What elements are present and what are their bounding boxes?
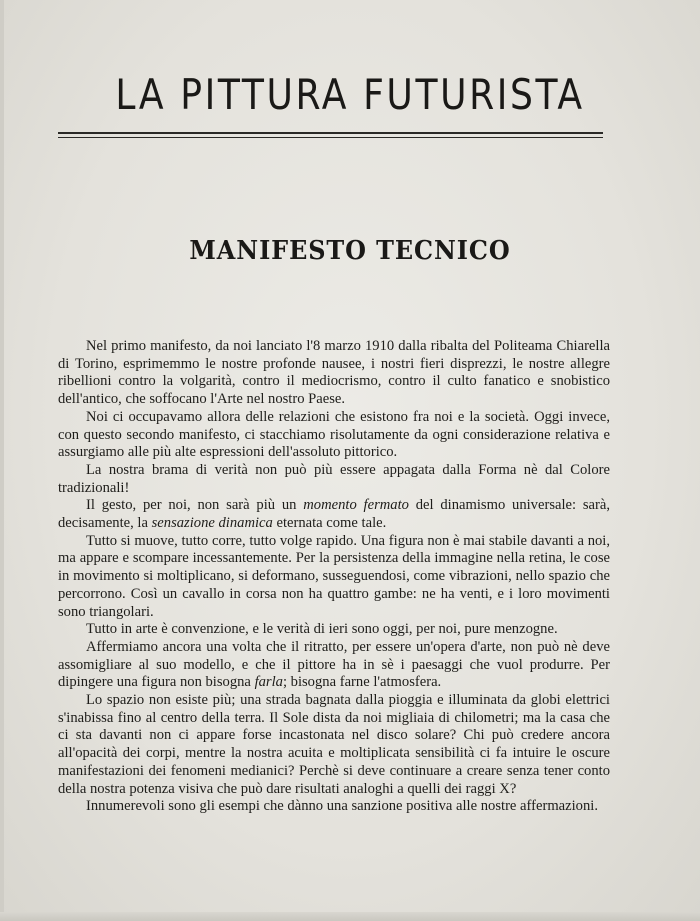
paragraph: Nel primo manifesto, da noi lanciato l'8 marzo 1910 dalla ribalta del Politeama Chiarella di Torino, esprimemmo le nostre profonde nausee, i nostri fieri disprezzi, le nostre allegre ribellioni contro la volgarità, contro il mediocrismo, contro il culto fanatico e snobistico dell'antico, che soffocano l'Arte nel nostro Paese. [58,338,610,408]
paragraph [58,497,610,532]
title-rule-thick [58,132,603,134]
paragraph: Lo spazio non esiste più; una strada bagnata dalla pioggia e illuminata da globi elettrici s'inabissa fino al centro della terra. Il Sole dista da noi migliaia di chilometri; ma la casa che ci sta davanti non ci appare forse incastonata nel disco solare? Chi può credere ancora all'opacità dei corpi, mentre la nostra acuita e moltiplicata sensibilità ci fa intuire le oscure manifestazioni dei fenomeni medianici? Perchè si deve continuare a creare senza tener conto della nostra potenza visiva che può dare risultati analoghi a quelli dei raggi X? [58,692,610,797]
paragraph: Tutto si muove, tutto corre, tutto volge rapido. Una figura non è mai stabile davanti a noi, ma appare e scompare incessantemente. Per la persistenza della immagine nella retina, le cose in movimento si moltiplicano, si deformano, susseguendosi, come vibrazioni, nello spazio che percorrono. Così un cavallo in corsa non ha quattro gambe: ne ha venti, e i loro movimenti sono triangolari. [58,532,610,620]
text-run: ; bisogna farne l'atmosfera. [282,674,442,691]
paper-edge [0,0,4,921]
paragraph: Innumerevoli sono gli esempi che dànno una sanzione positiva alle nostre affermazioni. [86,798,598,815]
manifesto-body [58,338,610,816]
italic-phrase: sensazione dinamica [151,515,273,532]
italic-phrase: farla [254,674,283,691]
italic-phrase: momento fermato [303,497,409,514]
title-rule-thin [58,137,603,138]
text-run: eternata come tale. [272,515,387,532]
paragraph: Tutto in arte è convenzione, e le verità di ieri sono oggi, per noi, pure menzogne. [86,621,558,638]
text-run: del dinamismo universale: sarà, decisamente, la [58,497,610,532]
text-run: Il gesto, per noi, non sarà più un [86,497,304,514]
page-title: LA PITTURA FUTURISTA [115,70,585,119]
text-run: Affermiamo ancora una volta che il ritratto, per essere un'opera d'arte, non può nè deve assomigliare al suo modello, e che il pittore ha in sè i paesaggi che vuol produrre. Per dipingere una figura non bisogna [58,638,610,691]
page-subtitle: MANIFESTO TECNICO [189,236,511,266]
paragraph: Noi ci occupavamo allora delle relazioni che esistono fra noi e la società. Oggi invece, con questo secondo manifesto, ci stacchiamo risolutamente da ogni considerazione relativa e assurgiamo alle più alte espressioni dell'assoluto pittorico. [58,408,610,461]
paragraph [58,639,610,692]
paragraph: La nostra brama di verità non può più essere appagata dalla Forma nè dal Colore tradizionali! [58,461,610,496]
paper-bottom-edge [0,912,700,921]
